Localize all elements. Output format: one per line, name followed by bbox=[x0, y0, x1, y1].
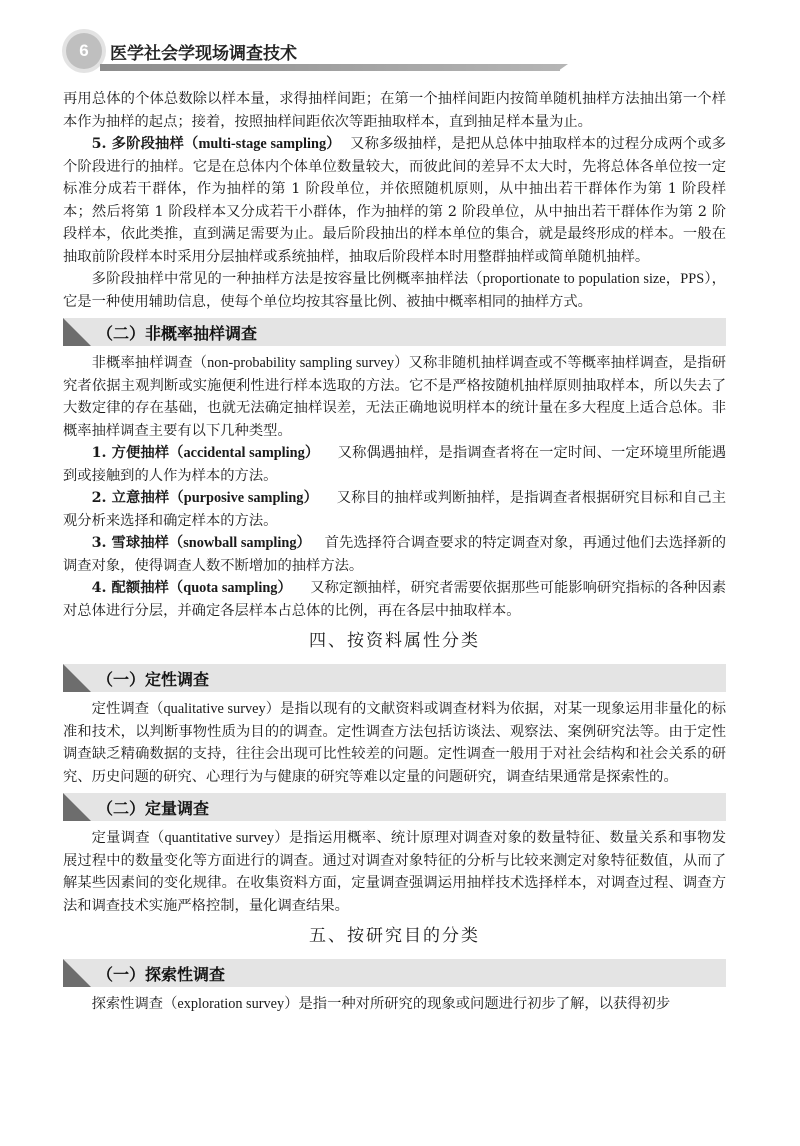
term-definition: 又称偶遇抽样，是指调查者将在一定时间、一定环境里所能遇到或接触到的人作为样本的方法。 bbox=[63, 445, 727, 484]
heading-triangle-mark bbox=[63, 664, 91, 692]
paragraph-multistage bbox=[63, 133, 726, 268]
page-number-badge bbox=[66, 33, 102, 69]
text-run: 定性调查（ bbox=[91, 701, 164, 717]
term-label-end: ） bbox=[277, 580, 292, 596]
paragraph-item-accidental bbox=[63, 442, 726, 487]
paragraph-nonprob bbox=[63, 352, 726, 442]
term-english: accidental sampling bbox=[183, 445, 305, 461]
term-definition: 又称多级抽样，是把从总体中抽取样本的过程分成两个或多个阶段进行的抽样。它是在总体内个体单位数量较大，而彼此间的差异不太大时，先将总体各单位按一定标准分成若干群体，作为抽样的第 1 阶段单位，并依照随机原则，从中抽出若干群体作为第 1 阶段样本；然后将第 1 阶段样本又分成若干小群体，作为抽样的第 2 阶段单位，从中抽出若干群体作为第 2 阶段样本，依此类推，直到满足需要为止。最后阶段抽出的样本单位的集合，就是最终形成的样本。一般在抽取前阶段样本时采用分层抽样或系统抽样，抽取后阶段样本时用整群抽样或简单随机抽样。 bbox=[63, 136, 727, 265]
paragraph-pps bbox=[63, 268, 726, 313]
text-run: ）是指以现有的文献资料或调查材料为依据，对某一现象运用非量化的标准和技术，以判断事物性质为目的的调查。定性调查方法包括访谈法、观察法、案例研究法等。由于定性调查缺乏精确数据的支持，往往会出现可比性较差的问题。定性调查一般用于对社会结构和社会关系的研究、历史问题的研究、心理行为与健康的研究等难以定量的问题研究，调查结果通常是探索性的。 bbox=[63, 701, 726, 785]
paragraph-quantitative bbox=[63, 827, 726, 917]
heading-triangle-mark bbox=[63, 793, 91, 821]
text-run: ）是指运用概率、统计原理对调查对象的数量特征、数量关系和事物发展过程中的数量变化等方面进行的调查。通过对调查对象特征的分析与比较来测定对象特征数值，从而了解某些因素间的变化规律。在收集资料方面，定量调查强调运用抽样技术选择样本，对调查过程、调查方法和调查技术实施严格控制，量化调查结果。 bbox=[63, 830, 727, 914]
section-heading-exploratory bbox=[63, 959, 726, 987]
term-definition: 又称定额抽样，研究者需要依据那些可能影响研究指标的各种因素对总体进行分层，并确定各层样本占总体的比例，再在各层中抽取样本。 bbox=[63, 580, 727, 619]
running-title: 医学社会学现场调查技术 bbox=[110, 44, 297, 64]
term-label: 4. 配额抽样（ bbox=[91, 580, 184, 596]
english-term: non-probability sampling survey bbox=[207, 355, 394, 371]
text-run: ），它是一种使用辅助信息，使每个单位均按其容量比例、被抽中概率相同的抽样方式。 bbox=[63, 271, 726, 310]
term-label: 3. 雪球抽样（ bbox=[91, 535, 184, 551]
term-english: purposive sampling bbox=[183, 490, 304, 506]
chapter-heading-5: 五、按研究目的分类 bbox=[309, 926, 480, 946]
text-run: ）是指一种对所研究的现象或问题进行初步了解，以获得初步 bbox=[284, 996, 671, 1012]
term-label: 1. 方便抽样（ bbox=[91, 445, 184, 461]
term-label-end: ） bbox=[304, 445, 320, 461]
term-english: quota sampling bbox=[183, 580, 278, 596]
paragraph-continued: 再用总体的个体总数除以样本量，求得抽样间距；在第一个抽样间距内按简单随机抽样方法抽出第一个样本作为抽样的起点；接着，按照抽样间距依次等距抽取样本，直到抽足样本量为止。 bbox=[63, 91, 726, 130]
section-title: （一）定性调查 bbox=[97, 670, 210, 689]
section-title: （二）定量调查 bbox=[97, 799, 210, 818]
paragraph-exploratory bbox=[63, 993, 726, 1016]
header-rule bbox=[100, 64, 560, 71]
text-run: ）又称非随机抽样调查或不等概率抽样调查，是指研究者依据主观判断或实施便利性进行样本选取的方法。它不是严格按随机抽样原则抽取样本，所以失去了大数定律的存在基础，也就无法确定抽样误差，无法正确地说明样本的统计量在多大程度上适合总体。非概率抽样调查主要有以下几种类型。 bbox=[63, 355, 726, 439]
term-label: 2. 立意抽样（ bbox=[91, 490, 184, 506]
paragraph-qualitative bbox=[63, 698, 726, 788]
text-run: 探索性调查（ bbox=[91, 996, 178, 1012]
term-label: 5. 多阶段抽样（ bbox=[91, 136, 199, 152]
page-header bbox=[0, 0, 800, 80]
term-label-end: ） bbox=[296, 535, 311, 551]
english-term: quantitative survey bbox=[164, 830, 274, 846]
chapter-heading-4: 四、按资料属性分类 bbox=[309, 631, 480, 651]
text-run: 多阶段抽样中常见的一种抽样方法是按容量比例概率抽样法（ bbox=[91, 271, 483, 287]
term-definition: 又称目的抽样或判断抽样，是指调查者根据研究目标和自己主观分析来选择和确定样本的方法。 bbox=[63, 490, 727, 529]
section-title: （二）非概率抽样调查 bbox=[97, 324, 258, 343]
english-term: exploration survey bbox=[177, 996, 285, 1012]
section-heading-quantitative bbox=[63, 793, 726, 821]
page-body bbox=[63, 88, 726, 1016]
term-label-end: ） bbox=[303, 490, 319, 506]
section-title: （一）探索性调查 bbox=[97, 965, 226, 984]
section-heading-qualitative bbox=[63, 664, 726, 692]
heading-triangle-mark bbox=[63, 318, 91, 346]
paragraph-item-quota bbox=[63, 577, 726, 622]
text-run: 定量调查（ bbox=[91, 830, 165, 846]
section-heading-nonprob bbox=[63, 318, 726, 346]
term-definition: 首先选择符合调查要求的特定调查对象，再通过他们去选择新的调查对象，使得调查人数不断增加的抽样方法。 bbox=[63, 535, 727, 574]
term-label-end: ） bbox=[326, 136, 341, 152]
paragraph-item-purposive bbox=[63, 487, 726, 532]
paragraph-item-snowball bbox=[63, 532, 726, 577]
english-term: proportionate to population size，PPS bbox=[482, 271, 705, 287]
heading-triangle-mark bbox=[63, 959, 91, 987]
text-run: 非概率抽样调查（ bbox=[91, 355, 208, 371]
english-term: qualitative survey bbox=[163, 701, 266, 717]
page-number: 6 bbox=[79, 41, 89, 60]
header-rule-cap bbox=[558, 64, 568, 71]
term-english: snowball sampling bbox=[183, 535, 297, 551]
term-english: multi-stage sampling bbox=[198, 136, 327, 152]
